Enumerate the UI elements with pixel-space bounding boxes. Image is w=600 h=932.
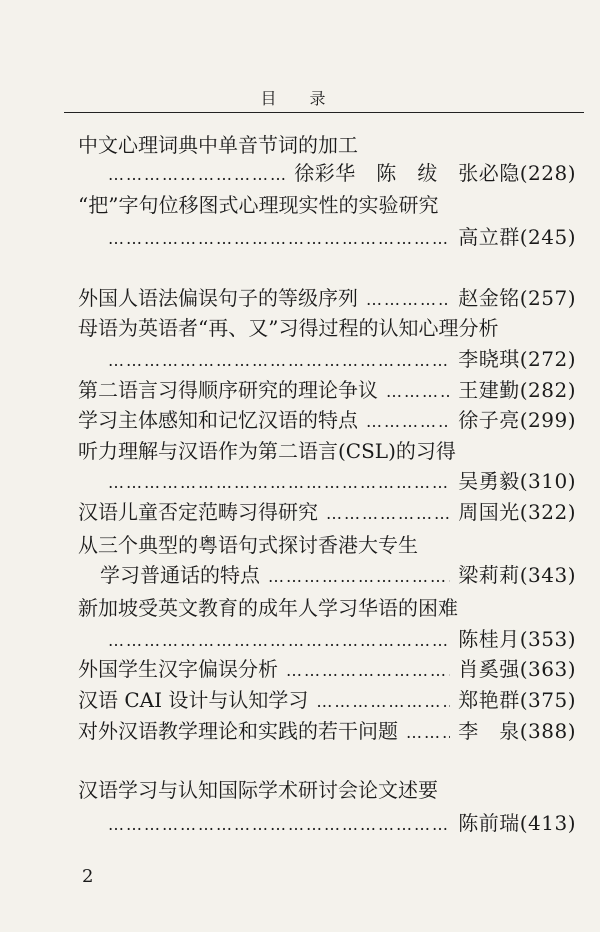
entry-author: 肖奚强 [458,657,520,681]
dot-leader [326,499,450,529]
entry-page: (228) [519,161,576,185]
dot-leader [406,718,450,748]
entry-author: 赵金铭 [458,286,520,310]
entry-author: 徐子亮 [458,408,520,432]
entry-page: (375) [519,688,576,712]
entry-title: 听力理解与汉语作为第二语言(CSL)的习得 [78,439,456,463]
entry-page: (299) [519,408,576,432]
entry-title: 从三个典型的粤语句式探讨香港大专生 [78,533,418,557]
entry-title: 外国学生汉字偏误分析 [78,657,278,681]
dot-leader [108,224,450,254]
entry-page: (363) [519,657,576,681]
entry-page: (272) [519,347,576,371]
entry-page: (257) [519,286,576,310]
entry-title: 外国人语法偏误句子的等级序列 [78,286,358,310]
entry-title: 母语为英语者“再、又”习得过程的认知心理分析 [78,316,499,340]
entry-author: 李 泉 [458,719,520,743]
page-title: 目 录 [260,89,340,108]
entry-page: (388) [519,719,576,743]
entry-page: (413) [519,811,576,835]
dot-leader [268,562,450,592]
entry-page: (353) [519,627,576,651]
dot-leader [108,810,450,840]
dot-leader [286,656,450,686]
dot-leader [108,468,450,498]
entry-title: “把”字句位移图式心理现实性的实验研究 [78,193,439,217]
page-number: 2 [82,866,94,887]
entry-title: 中文心理词典中单音节词的加工 [78,133,358,157]
dot-leader [386,377,450,407]
entry-title: 学习主体感知和记忆汉语的特点 [78,408,358,432]
entry-author: 周国光 [458,500,520,524]
entry-author: 徐彩华 陈 绂 张必隐 [294,161,520,185]
entry-author: 高立群 [458,225,520,249]
header-divider [64,112,584,113]
entry-page: (322) [519,500,576,524]
entry-page: (343) [519,563,576,587]
entry-page: (245) [519,225,576,249]
entry-author: 梁莉莉 [458,563,520,587]
entry-title: 第二语言习得顺序研究的理论争议 [78,378,378,402]
entry-page: (282) [519,378,576,402]
entry-author: 郑艳群 [458,688,520,712]
entry-title: 汉语儿童否定范畴习得研究 [78,500,318,524]
entry-author: 王建勤 [458,378,520,402]
dot-leader [366,407,450,437]
entry-author: 吴勇毅 [458,469,520,493]
dot-leader [366,285,450,315]
entry-author: 李晓琪 [458,347,520,371]
entry-title-continued: 学习普通话的特点 [100,563,260,587]
dot-leader [108,626,450,656]
dot-leader [108,160,286,190]
entry-author: 陈桂月 [458,627,520,651]
entry-title: 汉语学习与认知国际学术研讨会论文述要 [78,778,438,802]
entry-title: 汉语 CAI 设计与认知学习 [78,688,309,712]
dot-leader [316,687,450,717]
entry-title: 新加坡受英文教育的成年人学习华语的困难 [78,596,458,620]
entry-author: 陈前瑞 [458,811,520,835]
entry-title: 对外汉语教学理论和实践的若干问题 [78,719,398,743]
entry-page: (310) [519,469,576,493]
dot-leader [108,346,450,376]
